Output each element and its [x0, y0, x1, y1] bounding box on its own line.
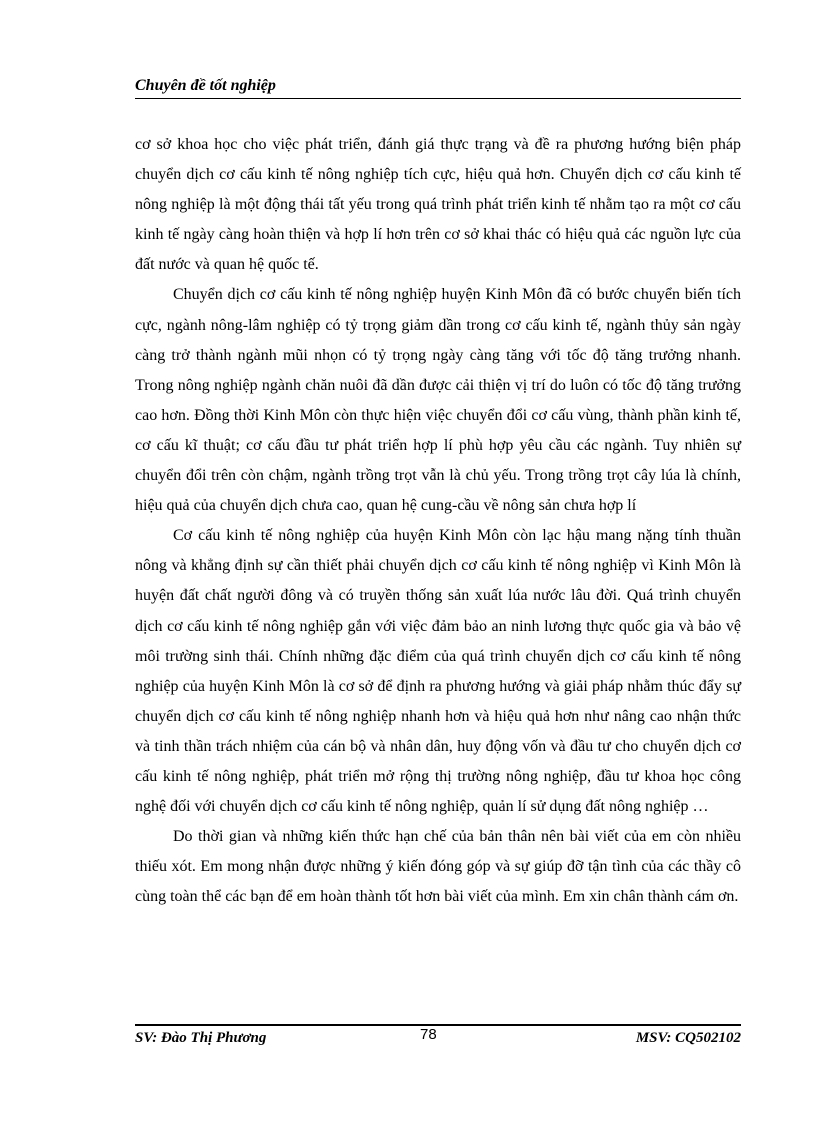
- header-title: Chuyên đề tốt nghiệp: [135, 77, 276, 94]
- page-header: [135, 76, 741, 99]
- paragraph-1: cơ sở khoa học cho việc phát triển, đánh giá thực trạng và đề ra phương hướng biện pháp chuyển dịch cơ cấu kinh tế nông nghiệp tích cực, hiệu quả hơn. Chuyển dịch cơ cấu kinh tế nông nghiệp là một động thái tất yếu trong quá trình phát triển kinh tế nhằm tạo ra một cơ cấu kinh tế ngày càng hoàn thiện và hợp lí hơn trên cơ sở khai thác có hiệu quả các nguồn lực của đất nước và quan hệ quốc tế.: [135, 136, 741, 274]
- footer-student-name: SV: Đào Thị Phương: [135, 1030, 267, 1046]
- page-footer: [135, 1024, 741, 1056]
- page-number: 78: [420, 1026, 437, 1043]
- paragraph-3: Cơ cấu kinh tế nông nghiệp của huyện Kinh Môn còn lạc hậu mang nặng tính thuần nông và khẳng định sự cần thiết phải chuyển dịch cơ cấu kinh tế nông nghiệp vì Kinh Môn là huyện đất chất người đông và có truyền thống sản xuất lúa nước lâu đời. Quá trình chuyển dịch cơ cấu kinh tế nông nghiệp gắn với việc đảm bảo an ninh lương thực quốc gia và bảo vệ môi trường sinh thái. Chính những đặc điểm của quá trình chuyển dịch cơ cấu kinh tế nông nghiệp của huyện Kinh Môn là cơ sở để định ra phương hướng và giải pháp nhằm thúc đẩy sự chuyển dịch cơ cấu kinh tế nông nghiệp nhanh hơn và hiệu quả hơn như nâng cao nhận thức và tinh thần trách nhiệm của cán bộ và nhân dân, huy động vốn và đầu tư cho chuyển dịch cơ cấu kinh tế nông nghiệp, phát triển mở rộng thị trường nông nghiệp, đầu tư khoa học công nghệ đối với chuyển dịch cơ cấu kinh tế nông nghiệp, quản lí sử dụng đất nông nghiệp …: [135, 527, 741, 816]
- footer-student-id: MSV: CQ502102: [635, 1030, 741, 1046]
- paragraph-4: Do thời gian và những kiến thức hạn chế của bản thân nên bài viết của em còn nhiều thiếu xót. Em mong nhận được những ý kiến đóng góp và sự giúp đỡ tận tình của các thầy cô cùng toàn thể các bạn để em hoàn thành tốt hơn bài viết của mình. Em xin chân thành cám ơn.: [135, 828, 741, 906]
- paragraph-2: Chuyển dịch cơ cấu kinh tế nông nghiệp huyện Kinh Môn đã có bước chuyển biến tích cực, ngành nông-lâm nghiệp có tỷ trọng giảm dần trong cơ cấu kinh tế, ngành thủy sản ngày càng trở thành ngành mũi nhọn có tỷ trọng ngày càng tăng với tốc độ tăng trưởng nhanh. Trong nông nghiệp ngành chăn nuôi đã dần được cải thiện vị trí do luôn có tốc độ tăng trưởng cao hơn. Đồng thời Kinh Môn còn thực hiện việc chuyển đổi cơ cấu vùng, thành phần kinh tế, cơ cấu kĩ thuật; cơ cấu đầu tư phát triển hợp lí phù hợp yêu cầu các ngành. Tuy nhiên sự chuyển đổi trên còn chậm, ngành trồng trọt vẫn là chủ yếu. Trong trồng trọt cây lúa là chính, hiệu quả của chuyển dịch chưa cao, quan hệ cung-cầu về nông sản chưa hợp lí: [135, 286, 741, 515]
- document-body: [135, 130, 741, 912]
